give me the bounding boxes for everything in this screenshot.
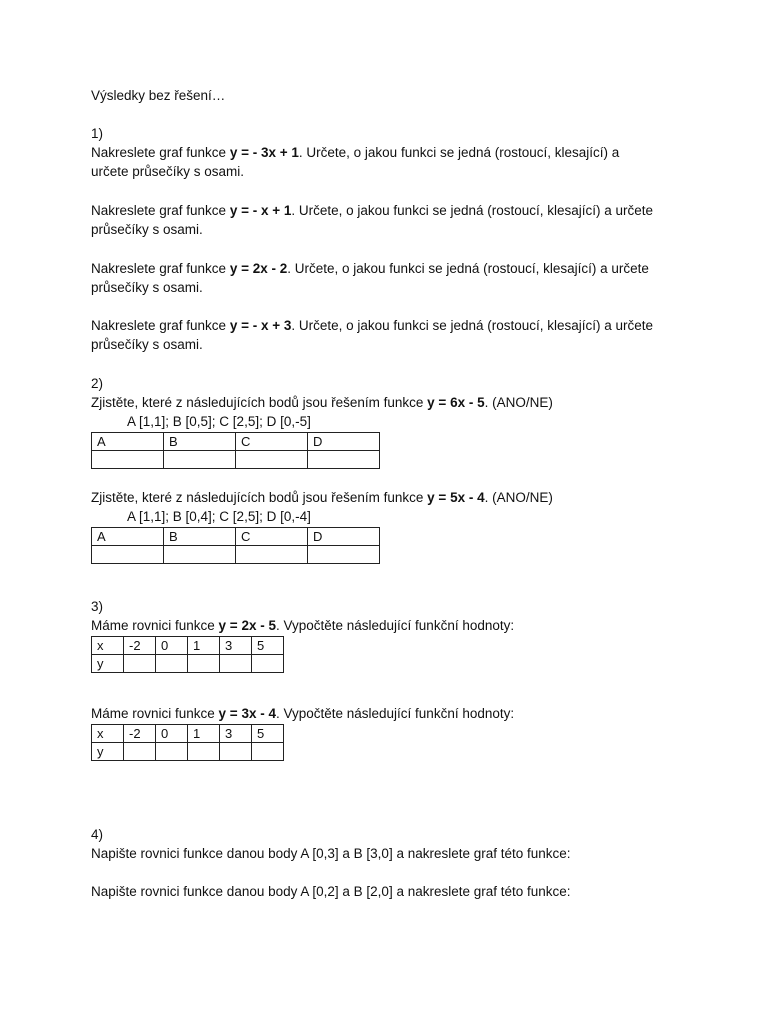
equation: y = - 3x + 1 [229, 145, 299, 160]
x-value-cell: -2 [124, 725, 156, 743]
task-2a-text: Zjistěte, které z následujících bodů jsou řešením funkce y = 6x - 5. (ANO/NE) [91, 395, 553, 410]
y-answer-cell[interactable] [124, 743, 156, 761]
task-1b-line1: Nakreslete graf funkce y = - x + 1. Určete, o jakou funkci se jedná (rostoucí, klesající) a určete [91, 203, 654, 218]
task-4b-text: Napište rovnici funkce danou body A [0,2] a B [2,0] a nakreslete graf této funkce: [91, 884, 571, 899]
task-1c-line2: průsečíky s osami. [91, 280, 203, 295]
answer-cell[interactable] [308, 451, 380, 469]
equation: y = - x + 1 [229, 203, 292, 218]
y-answer-cell[interactable] [156, 655, 188, 673]
answer-cell[interactable] [308, 546, 380, 564]
header-cell: A [92, 433, 164, 451]
task-1c-line1: Nakreslete graf funkce y = 2x - 2. Určete, o jakou funkci se jedná (rostoucí, klesající) a určete [91, 261, 649, 276]
header-cell: B [164, 433, 236, 451]
y-answer-cell[interactable] [220, 655, 252, 673]
header-cell: D [308, 433, 380, 451]
header-cell: A [92, 528, 164, 546]
x-value-cell: 0 [156, 725, 188, 743]
y-answer-cell[interactable] [252, 743, 284, 761]
section-2-number: 2) [91, 376, 104, 391]
x-value-cell: 0 [156, 637, 188, 655]
task-3b-text: Máme rovnici funkce y = 3x - 4. Vypočtěte následující funkční hodnoty: [91, 706, 515, 721]
header-cell: C [236, 433, 308, 451]
x-value-cell: -2 [124, 637, 156, 655]
header-cell: D [308, 528, 380, 546]
x-value-cell: 1 [188, 725, 220, 743]
equation: y = 2x - 5 [218, 618, 276, 633]
x-label-cell: x [92, 637, 124, 655]
answer-table-2a [91, 432, 380, 469]
x-value-cell: 5 [252, 637, 284, 655]
task-2b-text: Zjistěte, které z následujících bodů jsou řešením funkce y = 5x - 4. (ANO/NE) [91, 490, 553, 505]
answer-cell[interactable] [164, 451, 236, 469]
y-answer-cell[interactable] [156, 743, 188, 761]
section-1-number: 1) [91, 126, 104, 141]
task-1a-line1: Nakreslete graf funkce y = - 3x + 1. Určete, o jakou funkci se jedná (rostoucí, klesající) a [91, 145, 620, 160]
answer-cell[interactable] [236, 451, 308, 469]
equation: y = 6x - 5 [427, 395, 485, 410]
y-answer-cell[interactable] [188, 743, 220, 761]
x-value-cell: 1 [188, 637, 220, 655]
x-value-cell: 5 [252, 725, 284, 743]
y-label-cell: y [92, 743, 124, 761]
section-4-number: 4) [91, 827, 104, 842]
answer-cell[interactable] [164, 546, 236, 564]
equation: y = 3x - 4 [218, 706, 276, 721]
equation: y = - x + 3 [229, 318, 292, 333]
value-table-3a [91, 636, 284, 673]
y-answer-cell[interactable] [252, 655, 284, 673]
task-3a-text: Máme rovnici funkce y = 2x - 5. Vypočtěte následující funkční hodnoty: [91, 618, 515, 633]
answer-cell[interactable] [236, 546, 308, 564]
equation: y = 2x - 2 [229, 261, 288, 276]
header-cell: C [236, 528, 308, 546]
task-2a-points: A [1,1]; B [0,5]; C [2,5]; D [0,-5] [127, 414, 311, 429]
section-3-number: 3) [91, 599, 104, 614]
x-value-cell: 3 [220, 725, 252, 743]
x-label-cell: x [92, 725, 124, 743]
task-1a-line2: určete průsečíky s osami. [91, 164, 245, 179]
task-1d-line2: průsečíky s osami. [91, 337, 203, 352]
y-label-cell: y [92, 655, 124, 673]
answer-table-2b [91, 527, 380, 564]
task-1b-line2: průsečíky s osami. [91, 222, 203, 237]
y-answer-cell[interactable] [188, 655, 220, 673]
intro-text: Výsledky bez řešení… [91, 88, 226, 103]
value-table-3b [91, 724, 284, 761]
header-cell: B [164, 528, 236, 546]
x-value-cell: 3 [220, 637, 252, 655]
y-answer-cell[interactable] [220, 743, 252, 761]
answer-cell[interactable] [92, 451, 164, 469]
equation: y = 5x - 4 [427, 490, 485, 505]
answer-cell[interactable] [92, 546, 164, 564]
task-2b-points: A [1,1]; B [0,4]; C [2,5]; D [0,-4] [127, 509, 311, 524]
task-4a-text: Napište rovnici funkce danou body A [0,3] a B [3,0] a nakreslete graf této funkce: [91, 846, 571, 861]
y-answer-cell[interactable] [124, 655, 156, 673]
task-1d-line1: Nakreslete graf funkce y = - x + 3. Určete, o jakou funkci se jedná (rostoucí, klesající) a určete [91, 318, 654, 333]
